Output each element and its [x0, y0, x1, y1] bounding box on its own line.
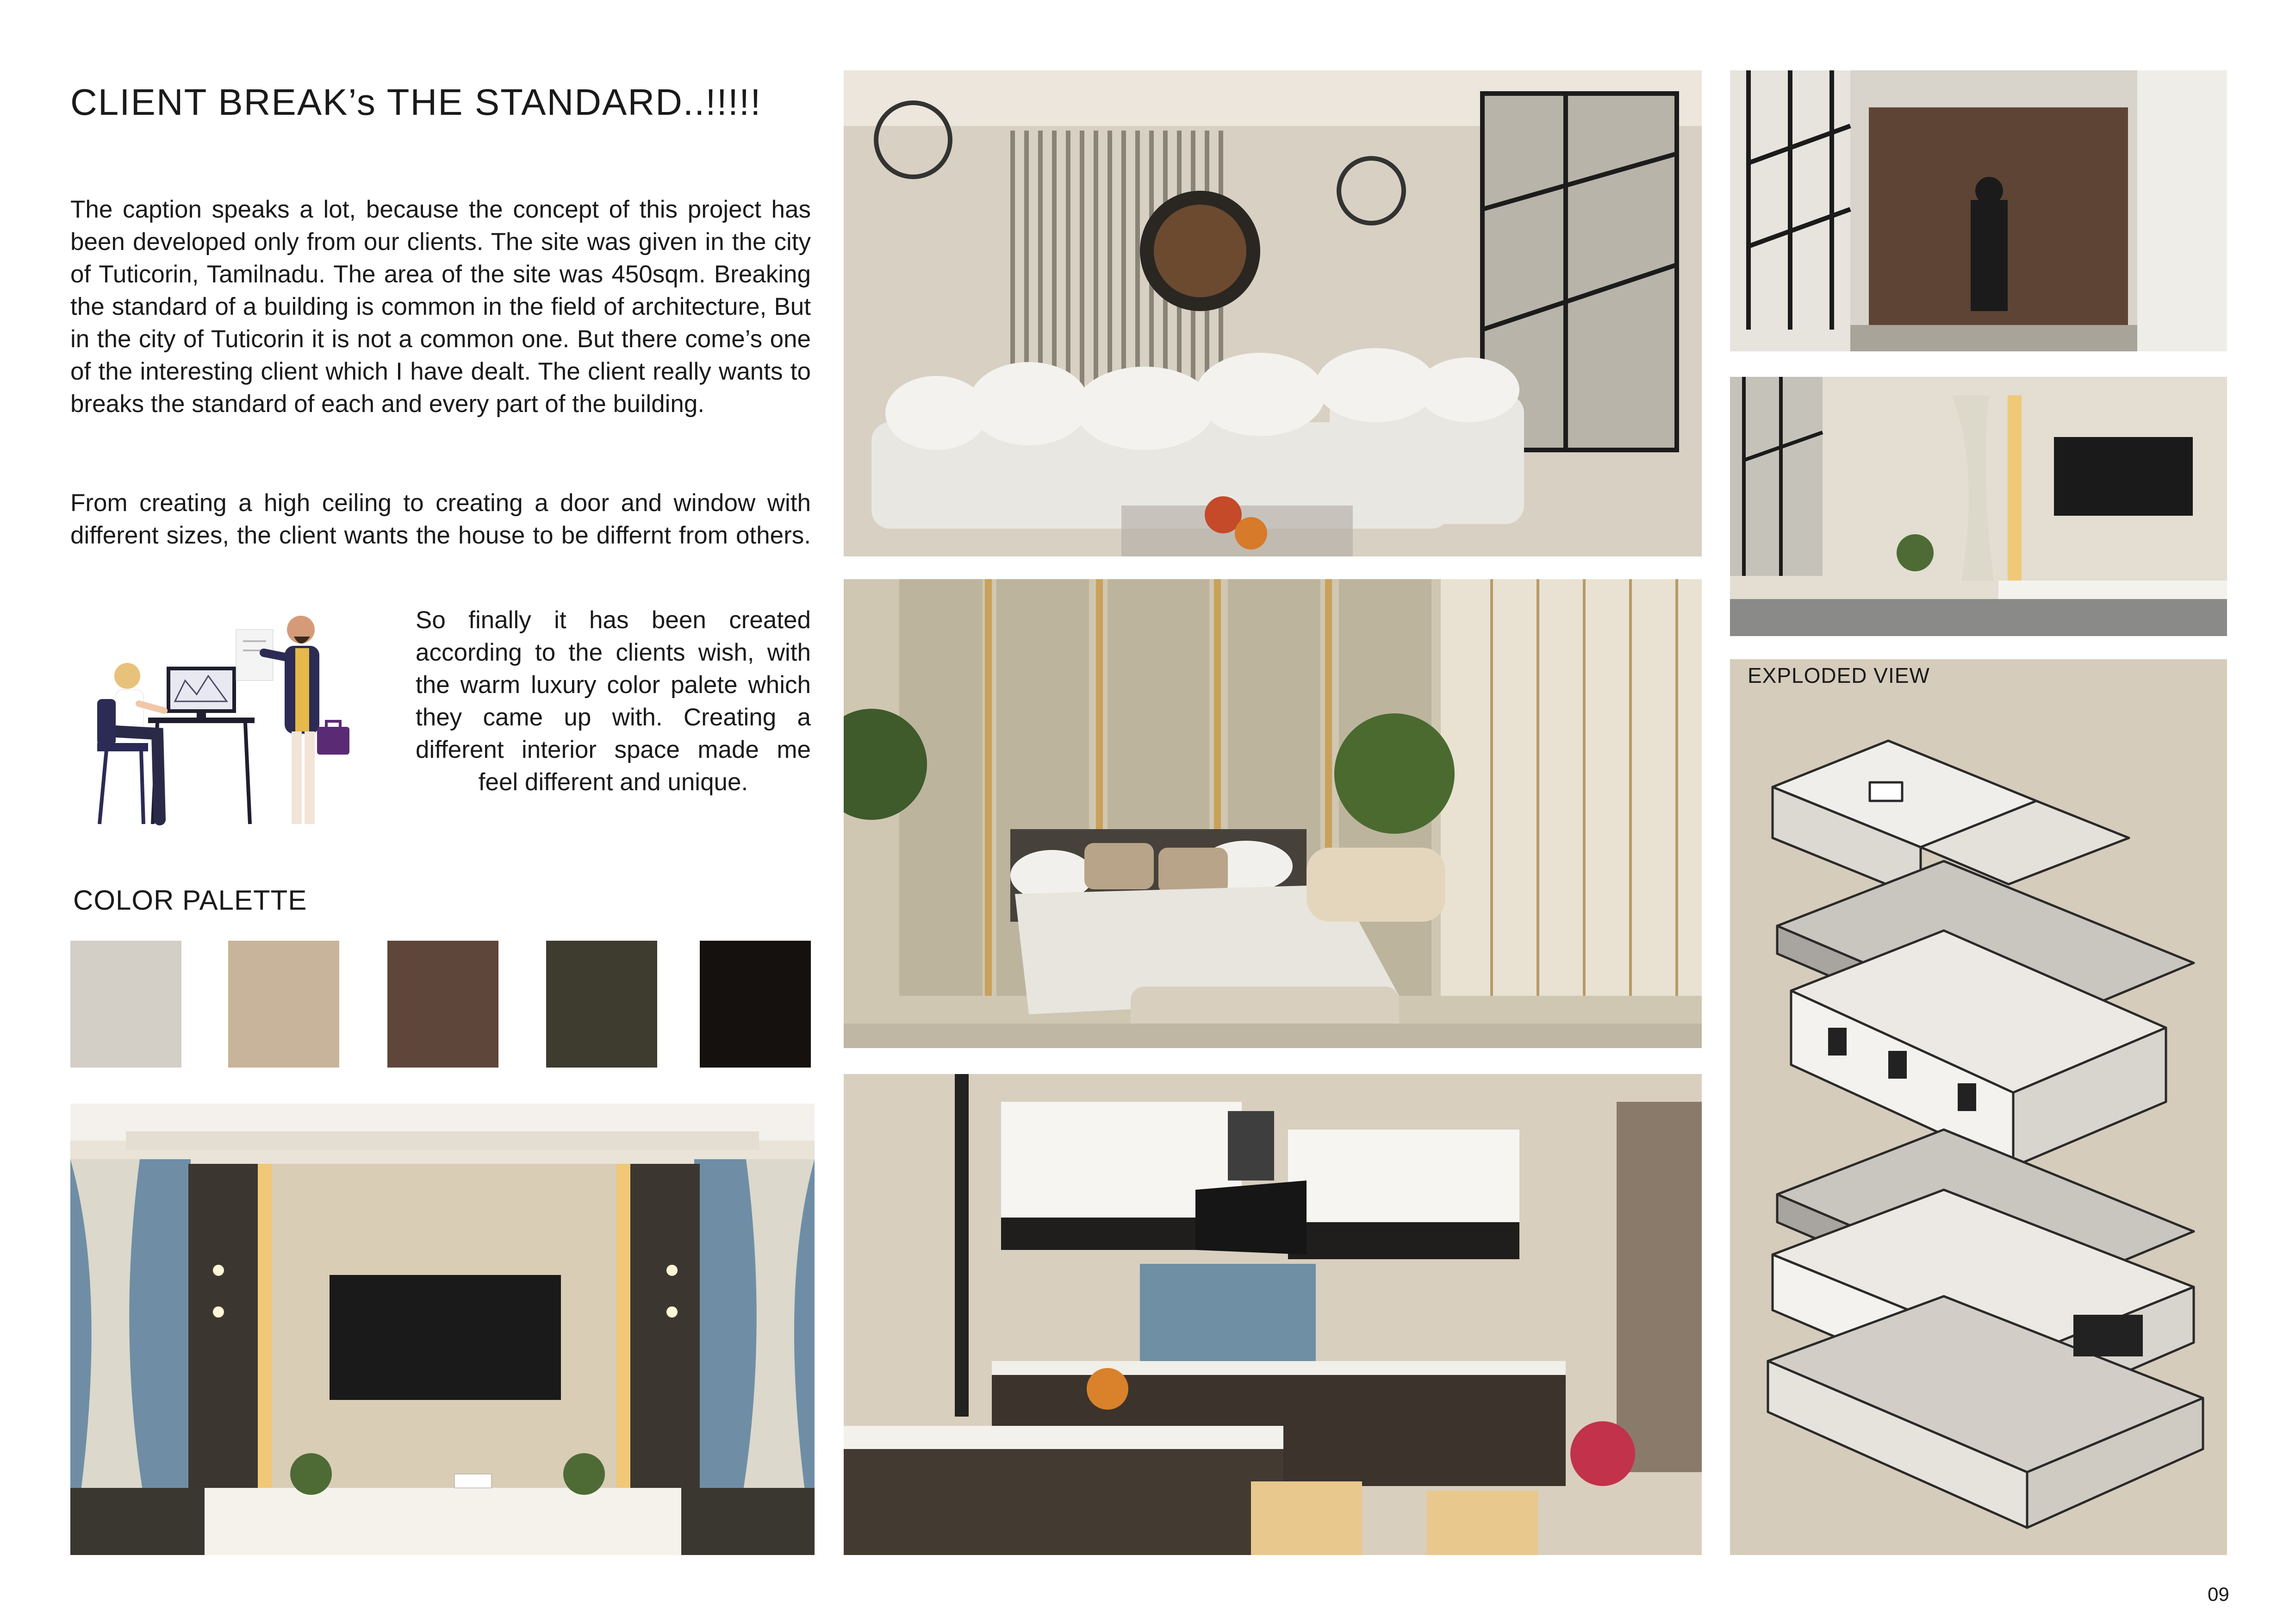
- color-palette-title: COLOR PALETTE: [73, 885, 307, 916]
- client-meeting-illustration: [83, 602, 361, 833]
- palette-swatch-5: [700, 941, 811, 1068]
- concept-paragraph: From creating a high ceiling to creating a door and window with different sizes, the client wants the house to be differnt from others.: [70, 489, 811, 549]
- living-tv-render: [1730, 377, 2227, 636]
- page-title: CLIENT BREAK’s THE STANDARD..!!!!!: [70, 81, 762, 123]
- intro-paragraph: The caption speaks a lot, because the concept of this project has been developed only from our clients. The site was given in the city of Tuticorin, Tamilnadu. The area of the site was 450sqm. Breaking the standard of a building is common in the field of architecture, But in the city of Tuticorin it is not a common one. But there come’s one of the interesting client which I have dealt. The client really wants to breaks the standard of each and every part of the building.: [70, 196, 811, 418]
- page-number: 09: [2208, 1583, 2229, 1605]
- palette-swatch-3: [387, 941, 498, 1068]
- palette-swatch-4: [546, 941, 657, 1068]
- living-room-render: [844, 70, 1702, 556]
- exploded-view-drawing: [1749, 731, 2212, 1546]
- palette-swatch-1: [70, 941, 181, 1068]
- bedroom-render: [844, 579, 1702, 1048]
- palette-swatch-2: [228, 941, 339, 1068]
- closing-paragraph: So finally it has been created according to the clients wish, with the warm luxury color palete which they came up with. Creating a different interior space made me feel different and unique.: [416, 606, 811, 796]
- kitchen-render: [844, 1074, 1702, 1555]
- prayer-room-render: [1730, 70, 2227, 351]
- tv-wall-render: [70, 1104, 815, 1555]
- exploded-view-label: EXPLODED VIEW: [1748, 663, 1930, 687]
